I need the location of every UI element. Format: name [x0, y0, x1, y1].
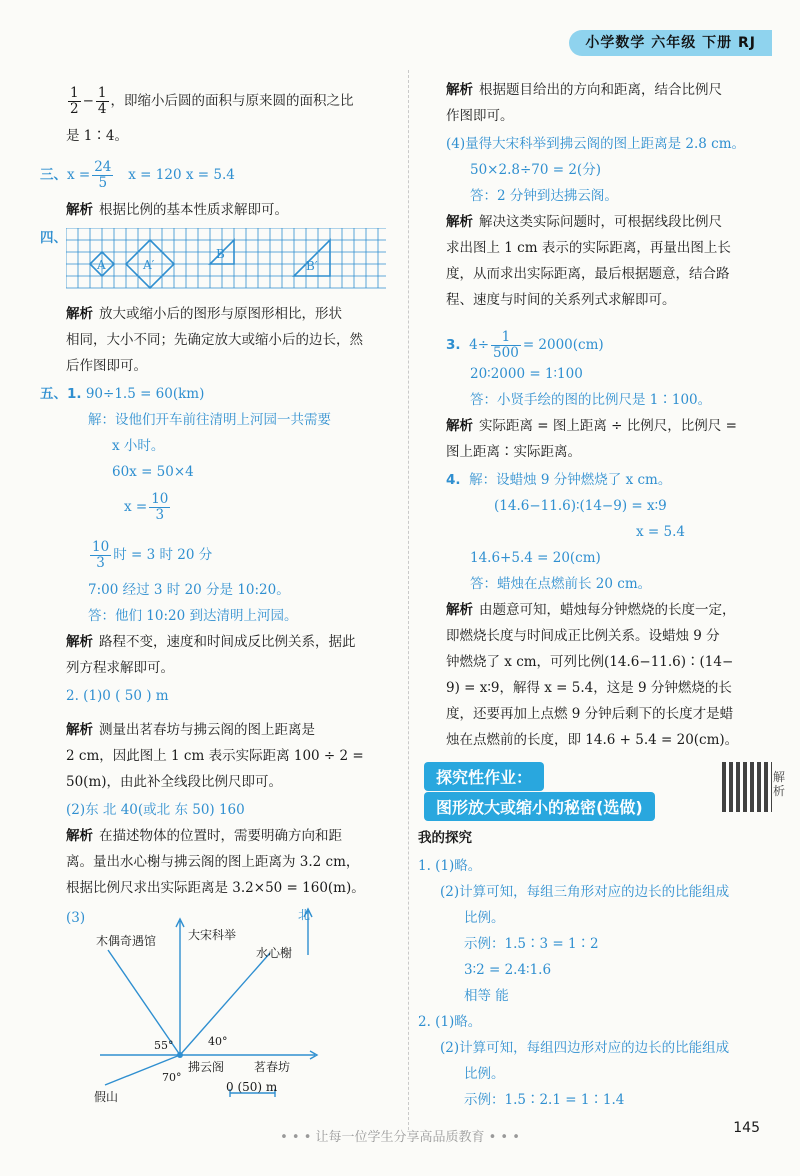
q2b-analysis-1: 解析 在描述物体的位置时，需要明确方向和距: [66, 828, 342, 844]
explore-1d: 示例：1.5∶3 = 1∶2: [464, 936, 599, 952]
si-analysis-3: 后作图即可。: [66, 358, 147, 374]
q4n-analysis-2: 即燃烧长度与时间成正比例关系。设蜡烛 9 分: [446, 628, 720, 644]
q2b-analysis-3: 根据比例尺求出实际距离是 3.2×50 = 160(m)。: [66, 880, 365, 896]
explore-2b: (2)计算可知，每组四边形对应的边长的比能组成: [440, 1040, 730, 1056]
explore-2c: 比例。: [464, 1066, 505, 1082]
header-badge: 小学数学 六年级 下册 RJ: [569, 30, 772, 56]
label-b-prime: B′: [306, 259, 318, 273]
q4-line-c: 答：2 分钟到达拂云阁。: [470, 188, 618, 204]
q4n-line-5: 答：蜡烛在点燃前长 20 cm。: [470, 576, 652, 592]
left-line-1: $\frac{1}{2}$ − $\frac{1}{4}$ ，即缩小后圆的面积与原来圆的面积之比: [70, 85, 354, 117]
map-shuixin: 水心榭: [256, 946, 293, 960]
q2-analysis-2: 2 cm，因此图上 1 cm 表示实际距离 100 ÷ 2 =: [66, 748, 364, 764]
q4-analysis-2: 求出图上 1 cm 表示的实际距离，再量出图上长: [446, 240, 731, 256]
map-angle-70: 70°: [162, 1071, 182, 1084]
explore-1a: 1. (1)略。: [418, 858, 482, 874]
footer-slogan: • • • 让每一位学生分享高品质教育 • • •: [280, 1130, 520, 1145]
map-jiashan: 假山: [94, 1090, 119, 1104]
fraction-half: $\frac{1}{2}$: [70, 85, 79, 117]
grid-figure: [66, 228, 386, 290]
wu-line-3: x 小时。: [112, 438, 165, 454]
explore-2a: 2. (1)略。: [418, 1014, 482, 1030]
q4n-analysis-6: 烛在点燃前的长度，即 14.6 + 5.4 = 20(cm)。: [446, 732, 739, 748]
map-scale: 0 (50) m: [226, 1080, 278, 1094]
q4n-analysis-1: 解析 由题意可知，蜡烛每分钟燃烧的长度一定，: [446, 602, 736, 618]
q3-right-line-3: 答：小贤手绘的图的比例尺是 1∶100。: [470, 392, 712, 408]
qr-label: 解析: [773, 770, 786, 798]
q4n-analysis-4: 9) = x∶9，解得 x = 5.4，这是 9 分钟燃烧的长: [446, 680, 732, 696]
map-dasong: 大宋科举: [188, 928, 237, 942]
q4n-analysis-3: 钟燃烧了 x cm，可列比例(14.6−11.6)∶(14−: [446, 654, 734, 670]
q3-right-analysis-1: 解析 实际距离 = 图上距离 ÷ 比例尺，比例尺 =: [446, 418, 737, 434]
q4n-line-1: 4. 解：设蜡烛 9 分钟燃烧了 x cm。: [446, 472, 672, 488]
banner-title-1: 探究性作业：: [424, 762, 544, 791]
si-analysis-1: 解析 放大或缩小后的图形与原图形相比，形状: [66, 306, 342, 322]
wu-analysis-1: 解析 路程不变，速度和时间成反比例关系，据此: [66, 634, 356, 650]
map-angle-55: 55°: [154, 1039, 174, 1052]
q2-analysis-3: 50(m)，由此补全线段比例尺即可。: [66, 774, 283, 790]
q4-analysis-4: 程、速度与时间的关系列式求解即可。: [446, 292, 676, 308]
si-analysis-2: 相同，大小不同；先确定放大或缩小后的边长，然: [66, 332, 363, 348]
q4n-line-2: (14.6−11.6)∶(14−9) = x∶9: [494, 498, 667, 514]
explore-1e: 3∶2 = 2.4∶1.6: [464, 962, 552, 978]
san-analysis: 解析 根据比例的基本性质求解即可。: [66, 202, 288, 218]
banner-title-2: 图形放大或缩小的秘密(选做): [424, 792, 655, 821]
explore-1f: 相等 能: [464, 988, 509, 1004]
q3-right-line-1: 3. 4÷ $\frac{1}{500}$ = 2000(cm): [446, 329, 604, 361]
explore-1b: (2)计算可知，每组三角形对应的边长的比能组成: [440, 884, 730, 900]
fraction-quarter: $\frac{1}{4}$: [97, 85, 107, 117]
q4n-line-4: 14.6+5.4 = 20(cm): [470, 550, 601, 566]
q2b-analysis-2: 离。量出水心榭与拂云阁的图上距离为 3.2 cm，: [66, 854, 360, 870]
right-analysis-1: 解析 根据题目给出的方向和距离，结合比例尺: [446, 82, 722, 98]
q2-part2: (2)东 北 40(或北 东 50) 160: [66, 802, 245, 818]
section-san: 三、x = $\frac{24}{5}$ x = 120 x = 5.4: [40, 159, 235, 191]
qr-code-icon[interactable]: [722, 762, 772, 812]
q3-label: (3): [66, 910, 86, 926]
q2-part1: 2. (1)0 ( 50 ) m: [66, 688, 169, 704]
wu-line-2: 解：设他们开车前往清明上河园一共需要: [88, 412, 331, 428]
map-fuyun: 拂云阁: [188, 1060, 225, 1074]
q4n-line-3: x = 5.4: [636, 524, 685, 540]
map-mu: 木偶奇遇馆: [96, 934, 157, 948]
q3-right-analysis-2: 图上距离∶实际距离。: [446, 444, 581, 460]
wu-line-8: 答：他们 10:20 到达清明上河园。: [88, 608, 298, 624]
wu-line-4: 60x = 50×4: [112, 464, 194, 480]
wu-line-5: x = $\frac{10}{3}$: [124, 491, 169, 523]
column-divider: [408, 70, 409, 1130]
wu-line-7: 7:00 经过 3 时 20 分是 10:20。: [88, 582, 290, 598]
wu-line-1: 五、1. 90÷1.5 = 60(km): [40, 386, 205, 402]
q4-line-b: 50×2.8÷70 = 2(分): [470, 162, 601, 178]
section-si-label: 四、: [40, 230, 67, 246]
right-analysis-1b: 作图即可。: [446, 108, 514, 124]
explore-2d: 示例：1.5∶2.1 = 1∶1.4: [464, 1092, 625, 1108]
q3-right-line-2: 20∶2000 = 1∶100: [470, 366, 583, 382]
wu-line-6: $\frac{10}{3}$ 时 = 3 时 20 分: [92, 539, 213, 571]
my-exploration-heading: 我的探究: [418, 830, 472, 846]
label-b: B: [216, 247, 225, 261]
direction-map: [70, 905, 400, 1110]
q2-analysis-1: 解析 测量出茗春坊与拂云阁的图上距离是: [66, 722, 315, 738]
map-north: 北: [298, 908, 311, 922]
page-number: 145: [733, 1120, 760, 1136]
wu-analysis-2: 列方程求解即可。: [66, 660, 174, 676]
label-a-prime: A′: [143, 258, 155, 272]
map-mingchun: 茗春坊: [254, 1060, 291, 1074]
left-line-2: 是 1∶4。: [66, 128, 128, 144]
q4-line-a: (4)量得大宋科举到拂云阁的图上距离是 2.8 cm。: [446, 136, 746, 152]
map-angle-40: 40°: [208, 1035, 228, 1048]
label-a: A: [97, 258, 106, 272]
q4-analysis-3: 度，从而求出实际距离，最后根据题意，结合路: [446, 266, 730, 282]
explore-1c: 比例。: [464, 910, 505, 926]
q4-analysis-1: 解析 解决这类实际问题时，可根据线段比例尺: [446, 214, 722, 230]
q4n-analysis-5: 度，还要再加上点燃 9 分钟后剩下的长度才是蜡: [446, 706, 734, 722]
